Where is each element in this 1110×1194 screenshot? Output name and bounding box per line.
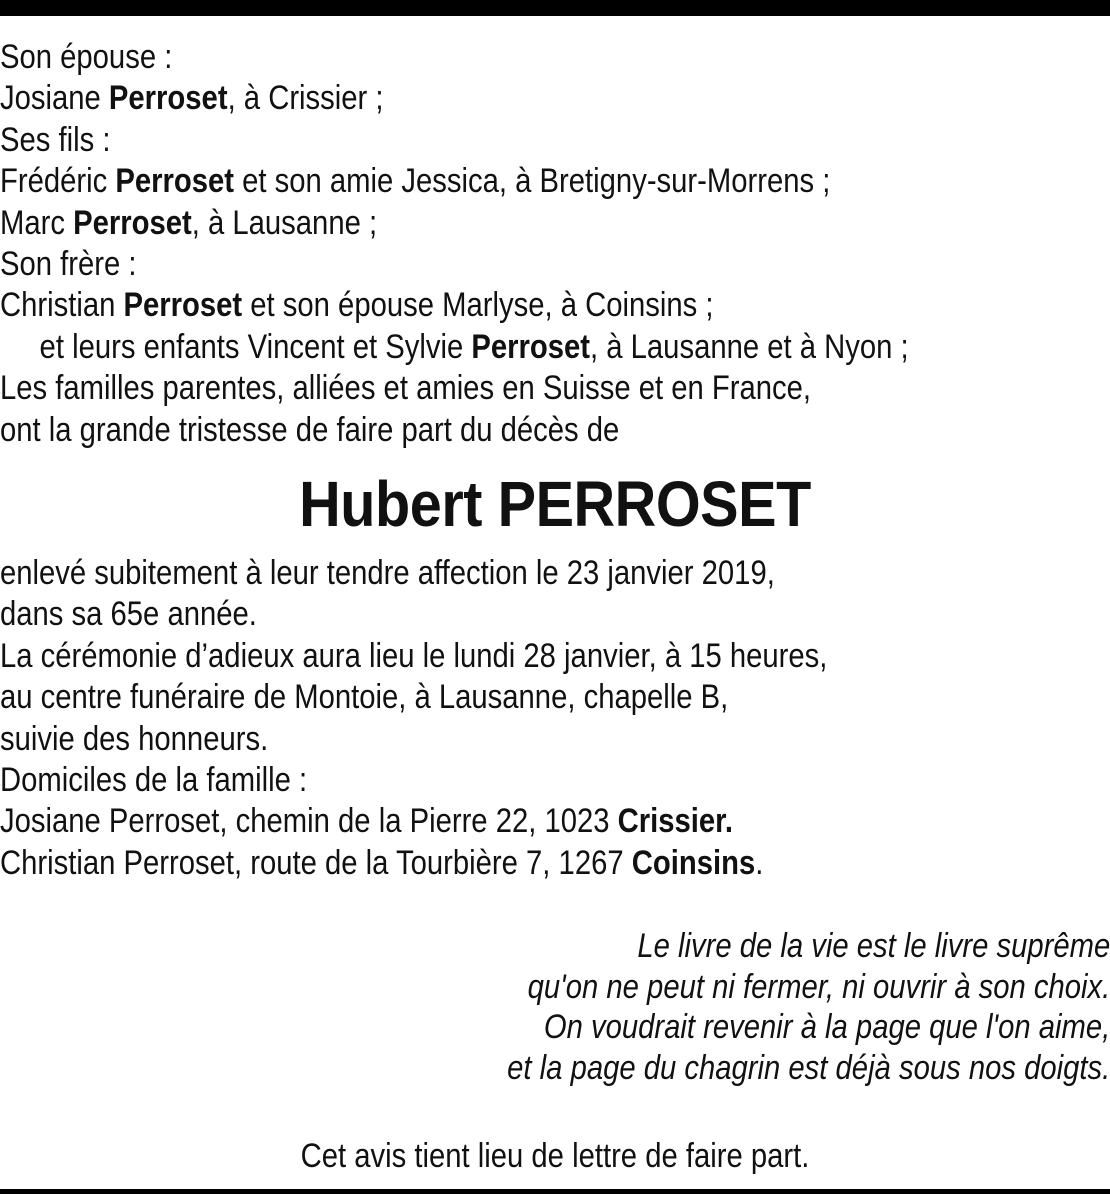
poem-line: et la page du chagrin est déjà sous nos doigts. <box>506 1048 1110 1087</box>
spouse-heading: Son épouse : <box>0 38 173 76</box>
brother-heading: Son frère : <box>0 245 137 284</box>
son2-line: Marc Perroset, à Lausanne ; <box>0 203 378 242</box>
top-rule <box>0 0 1110 16</box>
closing-note: Cet avis tient lieu de lettre de faire part. <box>300 1137 810 1175</box>
bottom-rule <box>0 1189 1110 1194</box>
children-line: et leurs enfants Vincent et Sylvie Perroset, à Lausanne et à Nyon ; <box>39 327 909 366</box>
sons-heading: Ses fils : <box>0 120 111 159</box>
announcement-line: ont la grande tristesse de faire part du décès de <box>0 410 620 449</box>
poem-line: On voudrait revenir à la page que l'on aime, <box>543 1008 1110 1046</box>
son1-line: Frédéric Perroset et son amie Jessica, à Bretigny-sur-Morrens ; <box>0 162 831 201</box>
domicile2-line: Christian Perroset, route de la Tourbière 7, 1267 Coinsins. <box>0 843 764 882</box>
city: Coinsins <box>631 843 756 882</box>
age-line: dans sa 65e année. <box>0 595 257 634</box>
surname: Perroset <box>73 203 192 242</box>
surname: Perroset <box>471 327 591 366</box>
deceased-name: Hubert PERROSET <box>299 468 811 540</box>
honours-line: suivie des honneurs. <box>0 719 269 758</box>
details-block <box>0 553 1110 884</box>
city: Crissier. <box>617 802 734 841</box>
family-list <box>0 37 1110 451</box>
families-line: Les familles parentes, alliées et amies en Suisse et en France, <box>0 369 812 408</box>
poem-line: qu'on ne peut ni fermer, ni ouvrir à son choix. <box>527 967 1110 1006</box>
poem-line: Le livre de la vie est le livre suprême <box>637 927 1110 965</box>
poem-quote <box>409 926 1110 1088</box>
surname: Perroset <box>115 162 235 201</box>
domicile-heading: Domiciles de la famille : <box>0 761 308 800</box>
surname: Perroset <box>123 286 243 325</box>
brother-line: Christian Perroset et son épouse Marlyse, à Coinsins ; <box>0 286 714 325</box>
venue-line: au centre funéraire de Montoie, à Lausanne, chapelle B, <box>0 678 729 717</box>
death-line: enlevé subitement à leur tendre affection le 23 janvier 2019, <box>0 554 775 592</box>
ceremony-line: La cérémonie d’adieux aura lieu le lundi 28 janvier, à 15 heures, <box>0 636 828 675</box>
spouse-line: Josiane Perroset, à Crissier ; <box>0 79 384 118</box>
domicile1-line: Josiane Perroset, chemin de la Pierre 22, 1023 Crissier. <box>0 802 734 841</box>
surname: Perroset <box>108 79 228 118</box>
